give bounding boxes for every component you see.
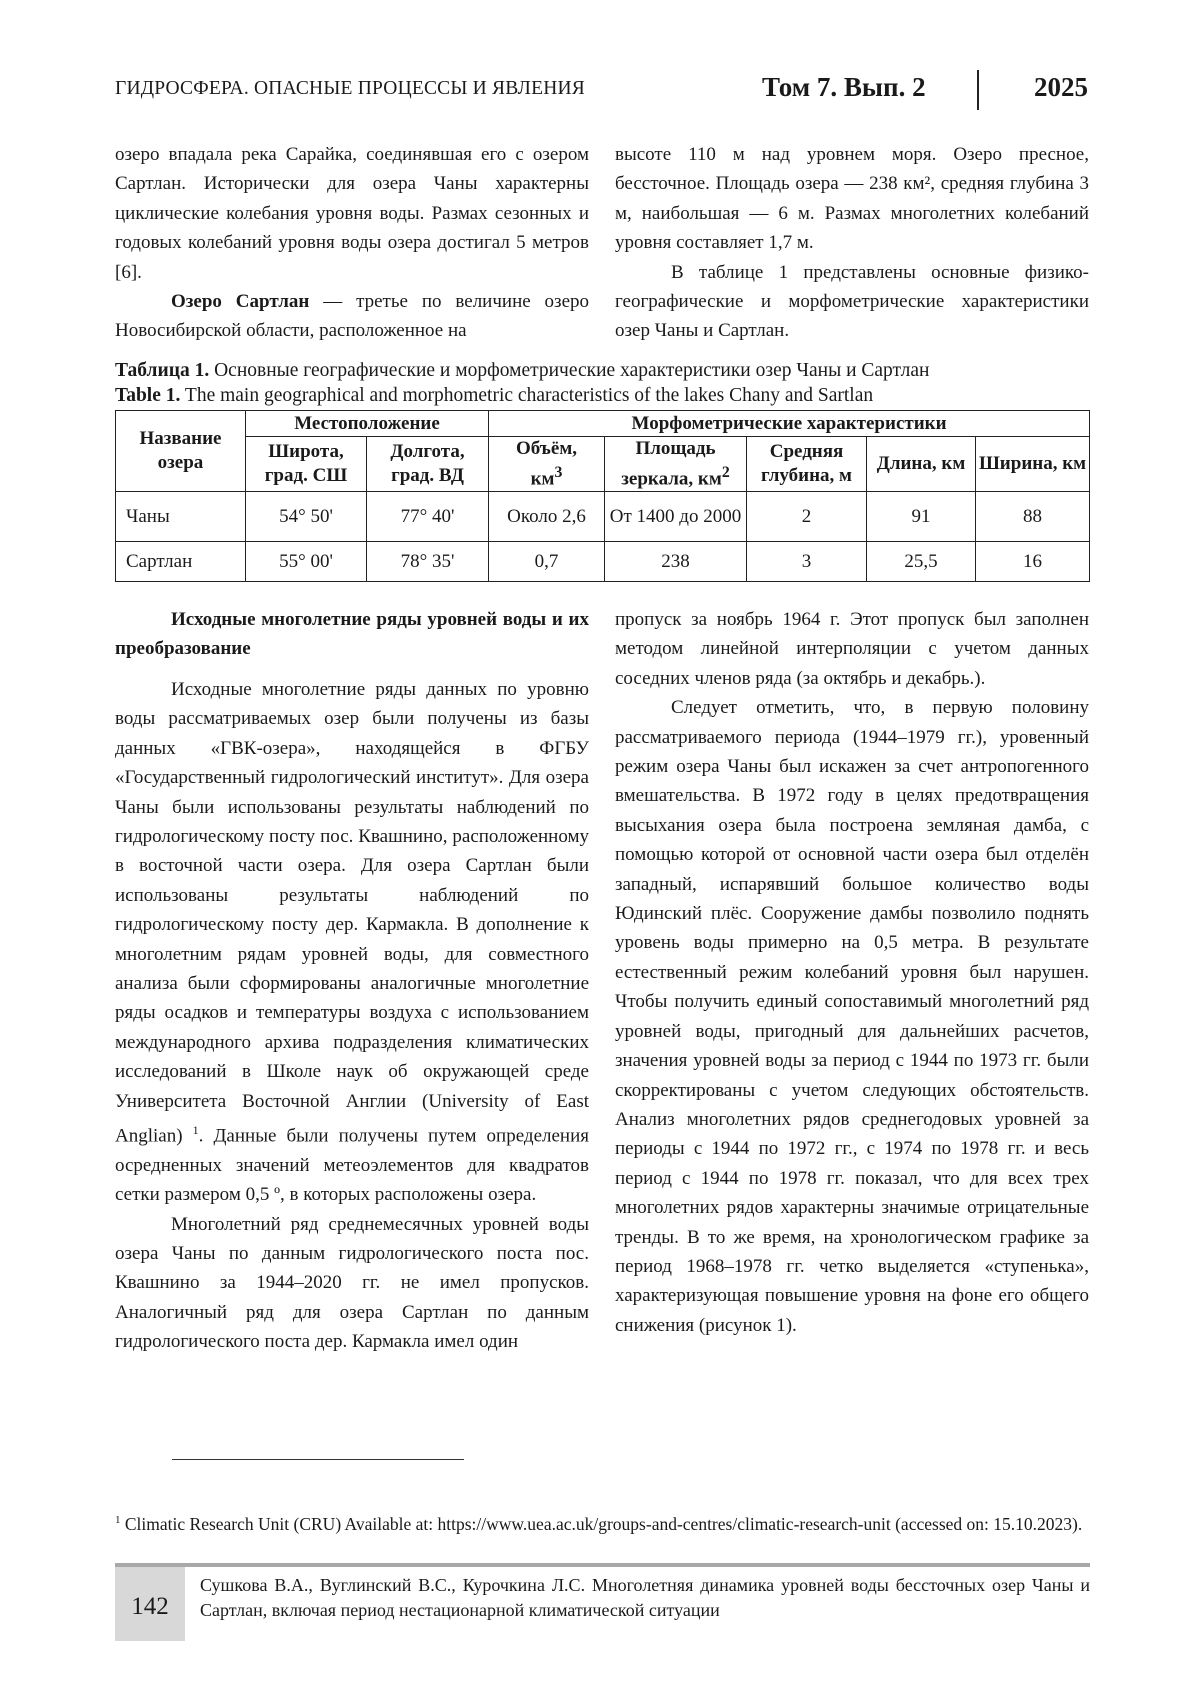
caption-text: The main geographical and morphometric characteristics of the lakes Chany and Sartlan <box>180 385 874 406</box>
header-volume: Объём, $км^3$ <box>489 437 605 492</box>
cell-latitude: 54° 50' <box>246 492 367 542</box>
cell-longitude: 78° 35' <box>367 542 489 582</box>
journal-title: ГИДРОСФЕРА. ОПАСНЫЕ ПРОЦЕССЫ И ЯВЛЕНИЯ <box>115 78 585 99</box>
cell-width: 16 <box>976 542 1090 582</box>
table-caption-en <box>115 383 873 408</box>
issue-year: 2025 <box>1034 72 1088 102</box>
header-morphometric: Морфометрические характеристики <box>489 411 1090 437</box>
top-right-column <box>615 140 1089 346</box>
page-number: 142 <box>115 1567 185 1641</box>
cell-depth: 2 <box>747 492 867 542</box>
header-latitude: Широта, град. СШ <box>246 437 367 492</box>
footnote-rule <box>172 1459 464 1460</box>
table-row <box>116 492 1090 542</box>
table-caption-ru <box>115 358 929 383</box>
header-location: Местоположение <box>246 411 489 437</box>
header-mean-depth: Средняя глубина, м <box>747 437 867 492</box>
volume-issue: Том 7. Вып. 2 <box>762 72 926 102</box>
footnote <box>115 1508 1090 1536</box>
paragraph: В таблице 1 представлены основные физико-географические и морфометрические характеристики озер Чаны и Сартлан. <box>615 261 1089 342</box>
paragraph-text: . Данные были получены путем определения осредненных значений метеоэлементов для квадратов сетки размером 0,5 º, в которых расположены озера. <box>115 1125 589 1206</box>
cell-volume: 0,7 <box>489 542 605 582</box>
footnote-ref: 1 <box>192 1123 199 1138</box>
cell-width: 88 <box>976 492 1090 542</box>
paragraph: Многолетний ряд среднемесячных уровней воды озера Чаны по данным гидрологического поста пос. Квашнино за 1944–2020 гг. не имел пропусков. Аналогичный ряд для озера Сартлан по данным гидрологического поста дер. Кармакла имел один <box>115 1213 589 1353</box>
lake-sartlan-term: Озеро Сартлан <box>171 291 310 313</box>
cell-latitude: 55° 00' <box>246 542 367 582</box>
footnote-text: Climatic Research Unit (CRU) Available at: https://www.uea.ac.uk/groups-and-centres/climatic-research-unit (accessed on: 15.10.2023). <box>120 1513 1083 1534</box>
caption-label: Таблица 1. <box>115 360 210 381</box>
paragraph: высоте 110 м над уровнем моря. Озеро пресное, бессточное. Площадь озера — 238 км², средняя глубина 3 м, наибольшая — 6 м. Размах многолетних колебаний уровня составляет 1,7 м. <box>615 144 1089 254</box>
paragraph <box>115 287 589 346</box>
cell-length: 91 <box>867 492 976 542</box>
characteristics-table <box>115 410 1090 582</box>
paragraph-text: — третье по величине озеро Новосибирской области, расположенное на <box>115 291 589 342</box>
cell-area: 238 <box>605 542 747 582</box>
paragraph: пропуск за ноябрь 1964 г. Этот пропуск был заполнен методом линейной интерполяции с учетом данных соседних членов ряда (за октябрь и декабрь.). <box>615 609 1089 689</box>
paragraph: Следует отметить, что, в первую половину рассматриваемого периода (1944–1979 гг.), уровенный режим озера Чаны был искажен за счет антропогенного вмешательства. В 1972 году в целях предотвращения высыхания озера была построена земляная дамба, с помощью которой от основной части озера был отделён западный, испарявший большое количество воды Юдинский плёс. Сооружение дамбы позволило поднять уровень воды примерно на 0,5 метра. В результате естественный режим колебаний уровня был нарушен. Чтобы получить единый сопоставимый многолетний ряд уровней воды, пригодный для дальнейших расчетов, значения уровней воды за период с 1944 по 1973 гг. были скорректированы с учетом следующих обстоятельств. Анализ многолетних рядов среднегодовых уровней за периоды с 1944 по 1972 гг., с 1974 по 1978 гг. и весь период с 1944 по 1978 гг. показал, что для всех трех многолетних рядов характерны значимые отрицательные тренды. В то же время, на хронологическом графике за период 1968–1978 гг. четко выделяется «ступенька», характеризующая повышение уровня на фоне его общего снижения (рисунок 1). <box>615 697 1089 1336</box>
header-lake-name: Название озера <box>116 411 246 492</box>
cell-length: 25,5 <box>867 542 976 582</box>
cell-area: От 1400 до 2000 <box>605 492 747 542</box>
header-divider <box>977 70 979 110</box>
cell-longitude: 77° 40' <box>367 492 489 542</box>
paragraph: озеро впадала река Сарайка, соединявшая его с озером Сартлан. Исторически для озера Чаны характерны циклические колебания уровня воды. Размах сезонных и годовых колебаний уровня воды озера достигал 5 метров [6]. <box>115 144 589 283</box>
running-citation: Сушкова В.А., Вуглинский В.С., Курочкина Л.С. Многолетняя динамика уровней воды бессточных озер Чаны и Сартлан, включая период нестационарной климатической ситуации <box>200 1575 1090 1620</box>
paragraph-text: Исходные многолетние ряды данных по уровню воды рассматриваемых озер были получены из базы данных «ГВК-озера», находящейся в ФГБУ «Государственный гидрологический институт». Для озера Чаны были использованы результаты наблюдений по гидрологическому посту пос. Квашнино, расположенному в восточной части озера. Для озера Сартлан были использованы результаты наблюдений по гидрологическому посту дер. Кармакла. В дополнение к многолетним рядам уровней воды, для совместного анализа были сформированы аналогичные многолетние ряды осадков и температуры воздуха с использованием международного архива подразделения климатических исследований в Школе наук об окружающей среде Университета Восточной Англии (University of East Anglian) <box>115 679 589 1147</box>
table-row <box>116 542 1090 582</box>
section-heading: Исходные многолетние ряды уровней воды и их преобразование <box>115 609 589 659</box>
footer-rule <box>115 1563 1090 1567</box>
header-area: Площадь зеркала, $км^2$ <box>605 437 747 492</box>
header-width: Ширина, км <box>976 437 1090 492</box>
header-length: Длина, км <box>867 437 976 492</box>
body-left-column <box>115 605 589 1357</box>
cell-volume: Около 2,6 <box>489 492 605 542</box>
cell-depth: 3 <box>747 542 867 582</box>
body-right-column <box>615 605 1089 1340</box>
caption-text: Основные географические и морфометрические характеристики озер Чаны и Сартлан <box>209 360 930 381</box>
paragraph <box>115 675 589 1210</box>
header-longitude: Долгота, град. ВД <box>367 437 489 492</box>
top-left-column <box>115 140 589 346</box>
caption-label: Table 1. <box>115 385 181 406</box>
footnote-mark: 1 <box>115 1514 121 1526</box>
cell-name: Сартлан <box>116 542 246 582</box>
cell-name: Чаны <box>116 492 246 542</box>
